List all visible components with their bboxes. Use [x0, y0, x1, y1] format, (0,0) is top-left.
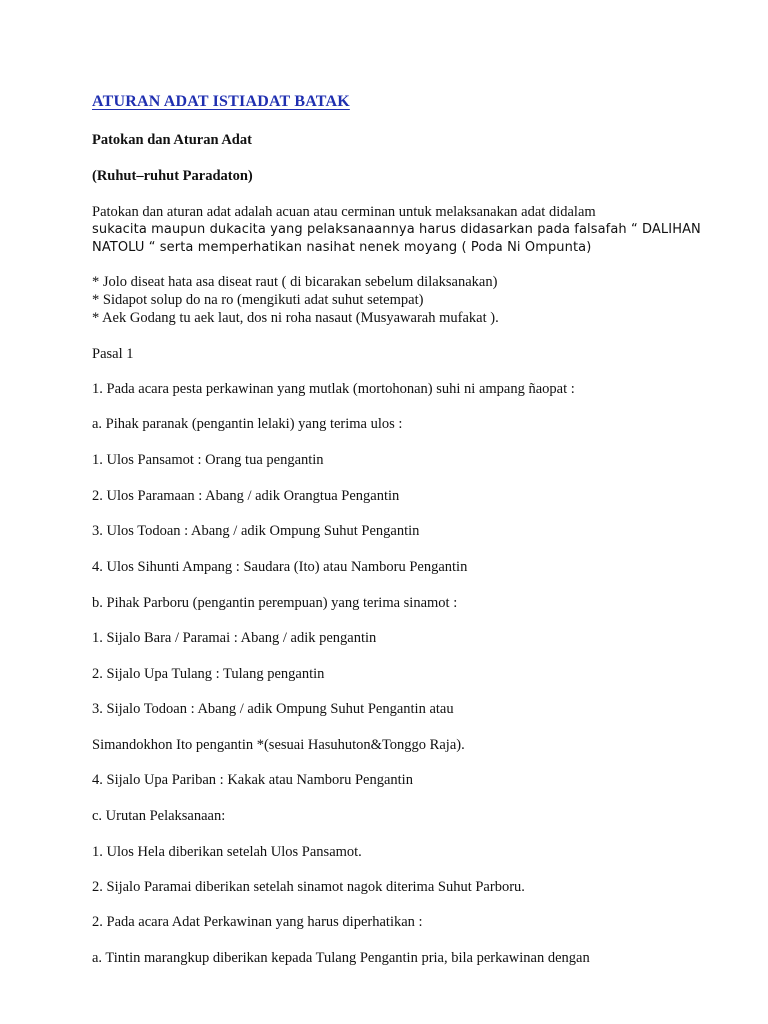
- bullet-item: * Sidapot solup do na ro (mengikuti adat suhut setempat): [92, 292, 424, 308]
- body-line: 4. Sijalo Upa Pariban : Kakak atau Namboru Pengantin: [92, 772, 413, 788]
- body-line: 2. Ulos Paramaan : Abang / adik Orangtua Pengantin: [92, 488, 400, 504]
- body-line: 4. Ulos Sihunti Ampang : Saudara (Ito) atau Namboru Pengantin: [92, 559, 468, 575]
- body-line: 1. Pada acara pesta perkawinan yang mutlak (mortohonan) suhi ni ampang ñaopat :: [92, 381, 575, 397]
- subtitle: Patokan dan Aturan Adat: [92, 132, 252, 148]
- body-line: 1. Ulos Pansamot : Orang tua pengantin: [92, 452, 324, 468]
- body-line: 1. Ulos Hela diberikan setelah Ulos Pansamot.: [92, 844, 362, 860]
- body-line: 2. Sijalo Paramai diberikan setelah sinamot nagok diterima Suhut Parboru.: [92, 879, 525, 895]
- bullet-item: * Aek Godang tu aek laut, dos ni roha nasaut (Musyawarah mufakat ).: [92, 310, 499, 326]
- body-line: a. Pihak paranak (pengantin lelaki) yang terima ulos :: [92, 416, 403, 432]
- body-line: 3. Ulos Todoan : Abang / adik Ompung Suhut Pengantin: [92, 523, 420, 539]
- intro-line: NATOLU “ serta memperhatikan nasihat nenek moyang ( Poda Ni Ompunta): [92, 240, 592, 255]
- pasal-heading: Pasal 1: [92, 346, 134, 362]
- body-line: c. Urutan Pelaksanaan:: [92, 808, 226, 824]
- bullet-item: * Jolo diseat hata asa diseat raut ( di bicarakan sebelum dilaksanakan): [92, 274, 498, 290]
- subtitle-paradaton: (Ruhut–ruhut Paradaton): [92, 168, 253, 184]
- body-line: a. Tintin marangkup diberikan kepada Tulang Pengantin pria, bila perkawinan dengan: [92, 950, 590, 966]
- body-line: 2. Pada acara Adat Perkawinan yang harus diperhatikan :: [92, 914, 423, 930]
- intro-line: Patokan dan aturan adat adalah acuan atau cerminan untuk melaksanakan adat didalam: [92, 204, 596, 220]
- body-line: Simandokhon Ito pengantin *(sesuai Hasuhuton&Tonggo Raja).: [92, 737, 465, 753]
- intro-line: sukacita maupun dukacita yang pelaksanaannya harus didasarkan pada falsafah “ DALIHAN: [92, 222, 701, 237]
- body-line: 2. Sijalo Upa Tulang : Tulang pengantin: [92, 666, 325, 682]
- body-line: 1. Sijalo Bara / Paramai : Abang / adik pengantin: [92, 630, 377, 646]
- body-line: b. Pihak Parboru (pengantin perempuan) yang terima sinamot :: [92, 595, 458, 611]
- body-line: 3. Sijalo Todoan : Abang / adik Ompung Suhut Pengantin atau: [92, 701, 454, 717]
- document-title[interactable]: ATURAN ADAT ISTIADAT BATAK: [92, 93, 350, 110]
